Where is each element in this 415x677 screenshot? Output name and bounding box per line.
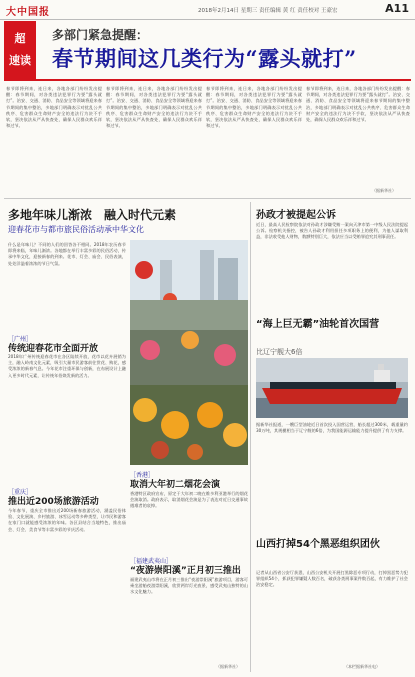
issue-line: 2018年2月14日 星期三 责任编辑 黄 红 责任校对 王豪宏 (198, 8, 338, 14)
hongkong-headline: 取消大年初二烟花会演 (130, 480, 221, 490)
oil-tanker-headline: “海上巨无霸”油轮首次国营 (256, 319, 380, 330)
oil-tanker-photo (256, 358, 408, 418)
lead-body-col1: 春节即将到来，连日来，各地各部门纷纷发出提醒：春节期间，对各类违法犯罪行为要“露头就打”。治安、交通、消防、食品安全等领域将迎来春节期间的集中整治，多地部门明确表示对扰乱公共秩序、危害群众生命财产安全的违法行为决不手软，坚决依法从严从快查处，确保人民群众欢乐祥和过节。 (6, 86, 102, 129)
lead-headline: 春节期间这几类行为“露头就打” (52, 46, 357, 71)
section-badge-line1: 超 (14, 32, 26, 45)
page-number: A11 (385, 2, 409, 15)
hongkong-tag: ［香港］ (130, 472, 155, 479)
guangzhou-body: 2018年广州传统迎春花市在各区陆续开放，花市以花卉展销为主，融入岭南文化元素，吸引大量市民游客前往赏花、购花，感受浓浓的新春气息。今年花市注重环保与创新，在布展设计上融入更多时代元素，让传统年俗焕发新的活力。 (8, 354, 126, 378)
fujian-byline: （据新华社） (216, 664, 240, 669)
masthead (0, 0, 415, 20)
column-divider (250, 202, 251, 672)
guangzhou-tag: ［广州］ (8, 336, 33, 343)
lead-body-col2: 春节即将到来，连日来，各地各部门纷纷发出提醒：春节期间，对各类违法犯罪行为要“露头就打”。治安、交通、消防、食品安全等领域将迎来春节期间的集中整治，多地部门明确表示对扰乱公共秩序、危害群众生命财产安全的违法行为决不手软，坚决依法从严从快查处，确保人民群众欢乐祥和过节。 (106, 86, 202, 129)
lead-body-col3: 春节即将到来，连日来，各地各部门纷纷发出提醒：春节期间，对各类违法犯罪行为要“露头就打”。治安、交通、消防、食品安全等领域将迎来春节期间的集中整治，多地部门明确表示对扰乱公共秩序、危害群众生命财产安全的违法行为决不手软，坚决依法从严从快查处，确保人民群众欢乐祥和过节。 (206, 86, 302, 129)
lead-kicker: 多部门紧急提醒： (52, 28, 149, 42)
section-divider (4, 198, 411, 199)
chongqing-tag: ［重庆］ (8, 489, 33, 496)
fujian-headline: “夜游崇阳溪”正月初三推出 (130, 566, 241, 576)
chongqing-headline: 推出近200场旅游活动 (8, 497, 99, 507)
section-badge-line2: 速读 (9, 54, 31, 67)
shanxi-body: 记者从山西省公安厅获悉，山西公安机关开展打黑除恶专项行动，打掉黑恶势力犯罪组织54个，抓获犯罪嫌疑人数百名，破获各类刑事案件数百起，有力维护了社会治安稳定。 (256, 570, 408, 588)
section-badge (4, 21, 36, 79)
feature-subtitle: 迎春花市与都市旅民俗活动承中华文化 (8, 225, 144, 234)
oil-tanker-subhead: 比辽宁舰大6倍 (256, 348, 303, 356)
fujian-tag: ［福建武夷山］ (130, 558, 173, 565)
guangzhou-headline: 传统迎春花市全面开放 (8, 344, 99, 354)
header-rule (4, 79, 411, 81)
shanxi-headline: 山西打掉54个黑恶组织团伙 (256, 539, 380, 550)
flower-market-photo (130, 240, 248, 465)
oil-tanker-body: 据新华社报道，一艘巨型油轮近日首次投入国营运营，船长超过300米，载重量约30万吨，其规模相当于辽宁舰的6倍，为我国能源运输能力提升提供了有力支撑。 (256, 422, 408, 434)
feature-title: 多地年味儿渐浓 融入时代元素 (8, 208, 177, 222)
newspaper-logo: 大中国报 (6, 7, 50, 18)
hongkong-body: 香港特区政府宣布，原定于大年初二晚在维多利亚港举行的烟花会演取消。政府表示，取消烟花会演是为了表达对近日交通事故遇难者的哀悼。 (130, 491, 248, 509)
fujian-body: 福建武夷山市将在正月初三推出“夜游崇阳溪”旅游项目，游客可乘坐游船夜游崇阳溪，欣赏两岸灯光夜景，感受武夷山独特的山水文化魅力。 (130, 577, 248, 595)
feature-intro: 什么是年味儿？不同的人们的回答各不相同。2018年农历春节即将来临，年味儿渐浓。各地都在举行丰富多彩的民俗活动，传承中华文化，迎接新春的到来。花市、灯会、庙会、民俗表演，处处洋溢着浓浓的节日气氛。 (8, 242, 126, 266)
lead-body-col4: 春节即将到来，连日来，各地各部门纷纷发出提醒：春节期间，对各类违法犯罪行为要“露头就打”。治安、交通、消防、食品安全等领域将迎来春节期间的集中整治，多地部门明确表示对扰乱公共秩序、危害群众生命财产安全的违法行为决不手软，坚决依法从严从快查处，确保人民群众欢乐祥和过节。 (306, 86, 410, 123)
lead-byline: （据新华社） (372, 188, 396, 193)
chongqing-body: 今年春节，重庆全市推出近200场新春旅游活动，涵盖民俗体验、文化展演、乡村旅游、冰雪运动等多种类型，让市民和游客在家门口就能感受浓浓的年味。各区县结合当地特色，推出庙会、灯会、美食节等丰富多彩的节庆活动。 (8, 508, 126, 532)
right-byline: （本栏据新华社电） (344, 664, 380, 669)
sun-zhengcai-body: 近日，最高人民检察院依法对孙政才涉嫌受贿一案向天津市第一中级人民法院提起公诉。检察机关指控，被告人孙政才利用担任多项职务上的便利，为他人谋取利益，非法收受他人财物，数额特别巨大，依法应当以受贿罪追究其刑事责任。 (256, 222, 408, 240)
sun-zhengcai-headline: 孙政才被提起公诉 (256, 210, 336, 221)
